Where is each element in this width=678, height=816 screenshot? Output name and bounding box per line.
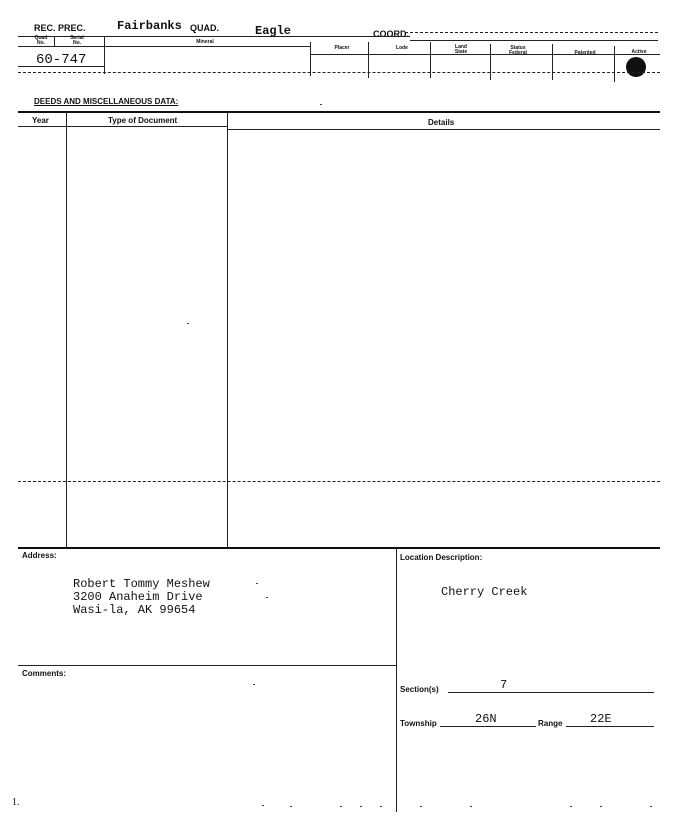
col-status-federal: Status Federal: [509, 45, 527, 56]
header-top-rule-right: [410, 40, 658, 41]
location-description-label: Location Description:: [400, 553, 483, 562]
address-value: [73, 578, 210, 617]
page-mark: 1.: [12, 797, 20, 808]
lower-top-rule: [18, 547, 660, 549]
range-underline: [566, 726, 654, 727]
col-details: Details: [428, 118, 455, 127]
header-sep-6: [490, 44, 491, 80]
header-sep-1: [54, 36, 55, 46]
location-description-value: Cherry Creek: [441, 585, 528, 599]
scan-speck: [253, 684, 255, 685]
scan-speck: [256, 583, 258, 584]
scan-speck: [266, 597, 268, 598]
rec-prec-label: REC. PREC.: [34, 23, 86, 33]
township-value: 26N: [475, 712, 497, 726]
header-column-rule: [18, 46, 310, 47]
scan-speck: [290, 806, 292, 807]
coord-label: COORD.: [373, 29, 409, 39]
quad-value: Eagle: [255, 24, 292, 38]
col-placer: Placer: [334, 45, 350, 51]
township-underline: [440, 726, 536, 727]
address-line-2: 3200 Anaheim Drive: [73, 590, 203, 604]
header-column-rule-right: [310, 54, 660, 55]
col-active: Active: [631, 49, 647, 55]
scan-speck: [262, 805, 264, 806]
header-sep-7: [552, 44, 553, 80]
address-line-3: Wasi-la, AK 99654: [73, 603, 196, 617]
deeds-dashed-line: [18, 481, 660, 482]
address-line-1: Robert Tommy Meshew: [73, 577, 210, 591]
lower-center-divider: [396, 548, 397, 812]
scan-speck: [360, 806, 362, 807]
deeds-title: DEEDS AND MISCELLANEOUS DATA:: [34, 97, 179, 106]
range-label: Range: [538, 719, 563, 728]
header-sep-3: [310, 42, 311, 76]
coord-dashed-line: [405, 32, 658, 33]
quad-label: QUAD.: [190, 23, 219, 33]
col-lode: Lode: [396, 45, 408, 51]
scan-speck: [187, 323, 189, 324]
deeds-header-rule-right: [228, 129, 660, 130]
col-quad-no: Quad No.: [34, 35, 48, 46]
section-label: Section(s): [400, 685, 439, 694]
col-patented: Patented: [574, 50, 596, 56]
scan-speck: [470, 806, 472, 807]
scan-speck: [320, 104, 322, 105]
scan-speck: [420, 806, 422, 807]
address-bottom-rule: [18, 665, 396, 666]
col-type-of-document: Type of Document: [108, 116, 178, 125]
header-bottom-dashed-line: [18, 72, 660, 73]
scan-speck: [380, 806, 382, 807]
header-sep-2: [104, 36, 105, 74]
deeds-header-rule: [18, 126, 228, 127]
col-mineral: Mineral: [196, 39, 214, 45]
header-sep-8: [614, 46, 615, 82]
scan-speck: [650, 806, 652, 807]
deeds-top-rule: [18, 111, 660, 113]
comments-label: Comments:: [22, 669, 67, 678]
header-bottom-short: [18, 66, 104, 67]
quad-serial-value: 60-747: [36, 52, 87, 68]
active-marker-dot: [626, 57, 646, 77]
township-label: Township: [400, 719, 437, 728]
scan-speck: [570, 806, 572, 807]
col-land-state: Land State: [454, 44, 468, 55]
section-value: 7: [500, 678, 508, 692]
address-label: Address:: [22, 551, 57, 560]
range-value: 22E: [590, 712, 612, 726]
col-year: Year: [32, 116, 49, 125]
col-serial-no: Serial No.: [70, 35, 84, 46]
scan-speck: [600, 806, 602, 807]
section-underline: [448, 692, 654, 693]
rec-prec-value: Fairbanks: [117, 19, 182, 33]
deeds-col-sep-2: [227, 112, 228, 548]
deeds-col-sep-1: [66, 112, 67, 548]
scan-speck: [340, 806, 342, 807]
